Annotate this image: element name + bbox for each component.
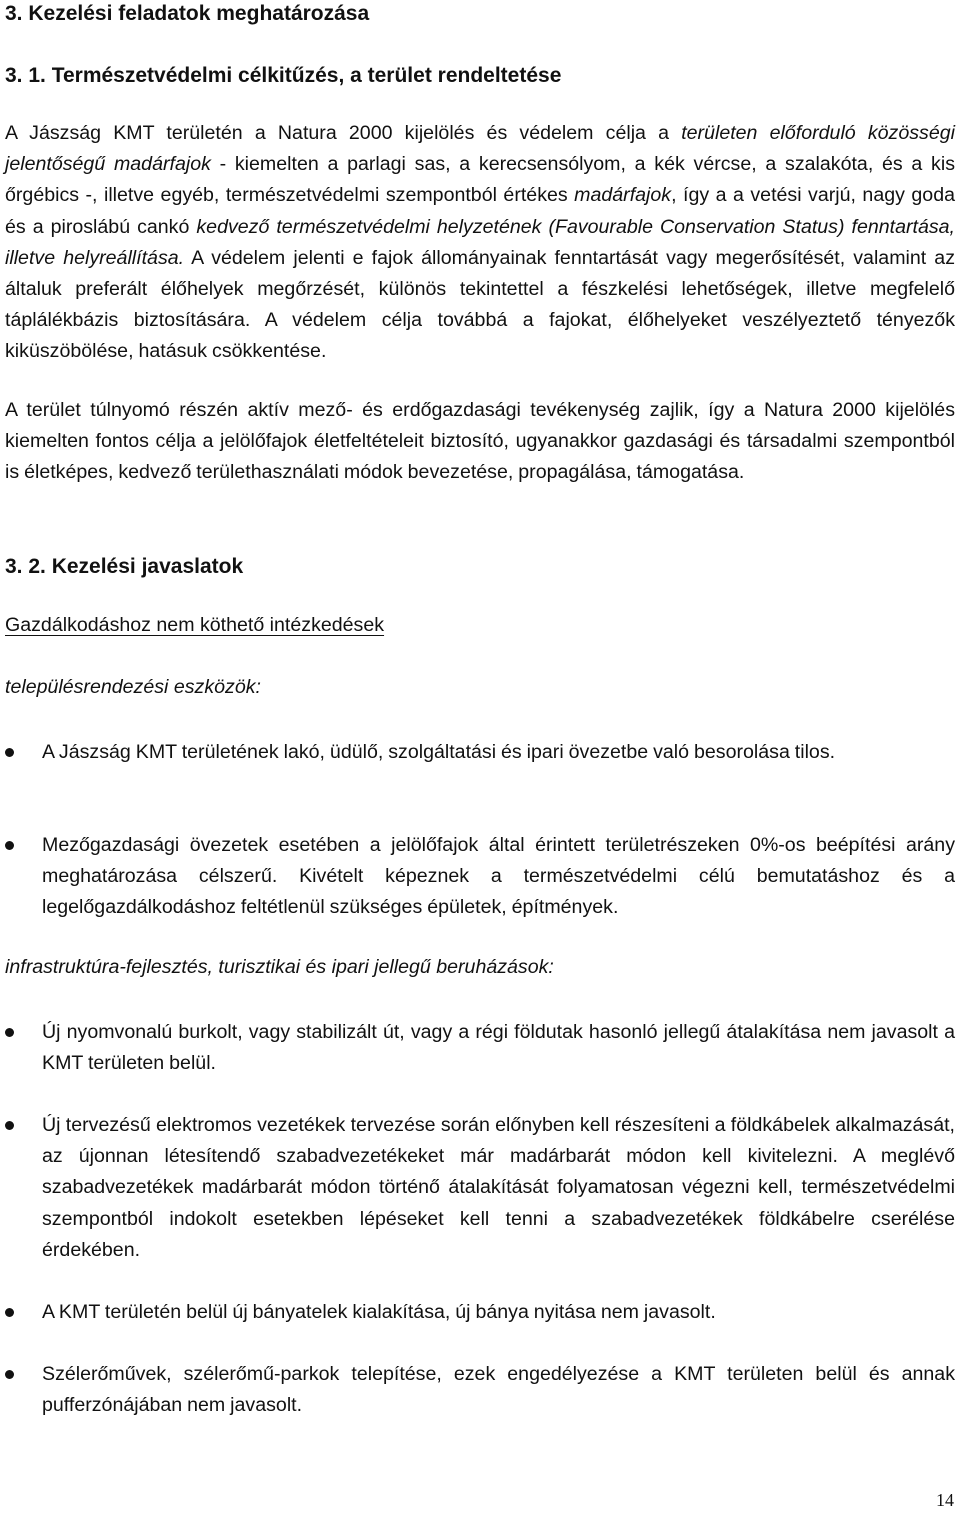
paragraph-italic-text: kedvező természetvédelmi helyzetének (Favourable Conservation Status) fenntartása, illetve helyreállítása. [5,215,955,269]
subsection-title-2: 3. 2. Kezelési javaslatok [5,555,244,578]
bullet-icon [5,748,14,757]
paragraph-text: A Jászság KMT területén a Natura 2000 kijelölés és védelem célja a [5,122,682,144]
page-number: 14 [936,1490,954,1510]
group-heading-planning: településrendezési eszközök: [5,676,261,698]
underlined-heading: Gazdálkodáshoz nem köthető intézkedések [5,614,385,636]
bullet-icon [5,841,14,850]
paragraph-text: A védelem jelenti e fajok állományainak fenntartását vagy megerősítését, valamint az általuk preferált élőhelyek megőrzését, különös tekintettel a fészkelési lehetőségek, illetve megfelelő táplálékbázis biztosítására. A védelem célja továbbá a fajokat, élőhelyeket veszélyeztető tényezők kiküszöbölése, hatásuk csökkentése. [5,246,955,363]
paragraph-text: , így a a vetési varjú, nagy goda és a piroslábú cankó [5,184,955,238]
paragraph-italic-text: madárfajok [574,184,672,207]
bullet-icon [5,1028,14,1037]
paragraph-italic-text: területen előforduló közösségi jelentőségű madárfajok [5,122,955,176]
list-item-text: Új tervezésű elektromos vezetékek tervezése során előnyben kell részesíteni a földkábelek alkalmazását, az újonnan létesítendő szabadvezetékeket már madárbarát módon kell kivitelezni. A meglévő szabadvezetékek madárbarát módon történő átalakítását folyamatosan végezni kell, természetvédelmi szempontból indokolt esetekben lépéseket kell tenni a szabadvezetékek földkábelre cserélése érdekében. [42,1114,955,1261]
list-item-text: Szélerőművek, szélerőmű-parkok telepítése, ezek engedélyezése a KMT területen belül és annak pufferzónájában nem javasolt. [42,1363,955,1417]
list-item-text: Új nyomvonalú burkolt, vagy stabilizált út, vagy a régi földutak hasonló jellegű átalakítása nem javasolt a KMT területen belül. [42,1021,955,1075]
bullet-icon [5,1308,14,1317]
list-item-text: Mezőgazdasági övezetek esetében a jelölőfajok által érintett területrészeken 0%-os beépítési arány meghatározása célszerű. Kivételt képeznek a természetvédelmi célú bemutatáshoz és a legelőgazdálkodáshoz feltétlenül szükséges épületek, építmények. [42,834,955,919]
subsection-title-1: 3. 1. Természetvédelmi célkitűzés, a terület rendeltetése [5,64,562,87]
bullet-icon [5,1370,14,1379]
bullet-icon [5,1121,14,1130]
list-item-text: A KMT területén belül új bányatelek kialakítása, új bánya nyitása nem javasolt. [42,1301,716,1323]
paragraph-text: - kiemelten a parlagi sas, a kerecsensólyom, a kék vércse, a szalakóta, és a kis őrgébics -, illetve egyéb, természetvédelmi szempontból értékes [5,153,955,207]
group-heading-infrastructure: infrastruktúra-fejlesztés, turisztikai és ipari jellegű beruházások: [5,956,554,978]
paragraph-objectives [5,118,955,368]
paragraph-land-use: A terület túlnyomó részén aktív mező- és erdőgazdasági tevékenység zajlik, így a Natura 2000 kijelölés kiemelten fontos célja a jelölőfajok életfeltételeit biztosító, ugyanakkor gazdasági és társadalmi szempontból is életképes, kedvező területhasználati módok bevezetése, propagálása, támogatása. [5,399,955,484]
list-item-text: A Jászság KMT területének lakó, üdülő, szolgáltatási és ipari övezetbe való besorolása tilos. [42,741,836,763]
section-title: 3. Kezelési feladatok meghatározása [5,2,370,25]
